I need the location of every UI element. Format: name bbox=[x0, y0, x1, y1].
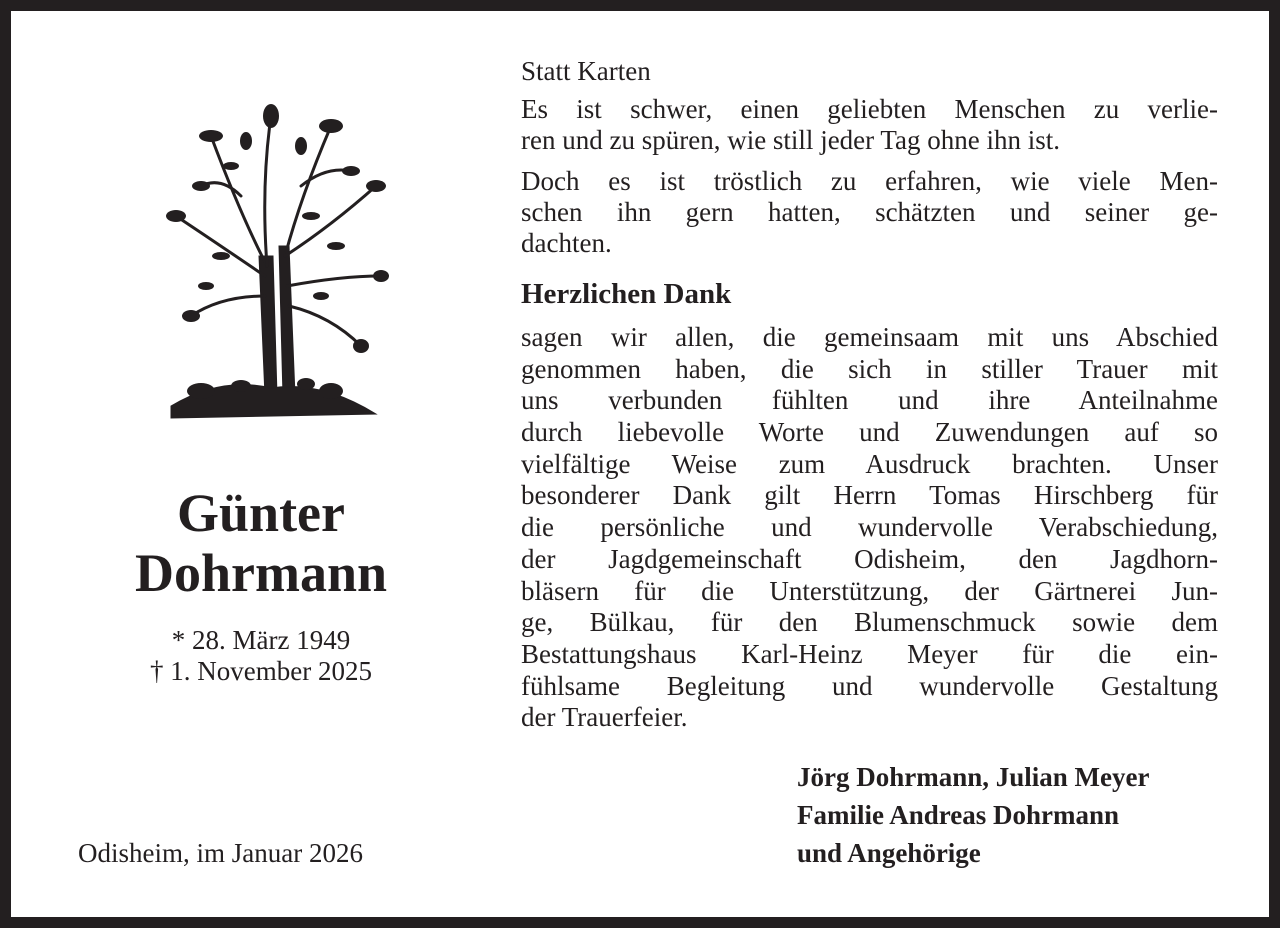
thanks-heading: Herzlichen Dank bbox=[521, 278, 732, 310]
intro-text: Statt Karten bbox=[521, 56, 651, 86]
birth-date: * 28. März 1949 bbox=[171, 625, 351, 655]
text-line: genommen haben, die sich in stiller Trauer mit bbox=[521, 353, 1218, 384]
tree-icon bbox=[161, 96, 391, 421]
text-line: dachten. bbox=[521, 228, 612, 258]
text-line: uns verbunden fühlten und ihre Anteilnahme bbox=[521, 385, 1218, 416]
text-line: fühlsame Begleitung und wundervolle Gestaltung bbox=[521, 670, 1218, 701]
text-line: bläsern für die Unterstützung, der Gärtnerei Jun- bbox=[521, 575, 1218, 606]
text-line: der Jagdgemeinschaft Odisheim, den Jagdhorn- bbox=[521, 543, 1218, 574]
deceased-last-name: Dohrmann bbox=[134, 543, 388, 603]
text-line: sagen wir allen, die gemeinsaam mit uns Abschied bbox=[521, 322, 1218, 352]
death-date: † 1. November 2025 bbox=[150, 656, 372, 686]
paragraph-1 bbox=[521, 94, 1218, 156]
text-line: schen ihn gern hatten, schätzten und seiner ge- bbox=[521, 197, 1218, 227]
text-line: vielfältige Weise zum Ausdruck brachten. Unser bbox=[521, 448, 1218, 479]
text-line: Doch es ist tröstlich zu erfahren, wie viele Men- bbox=[521, 166, 1218, 196]
text-line: Bestattungshaus Karl-Heinz Meyer für die ein- bbox=[521, 638, 1218, 669]
signature-line: und Angehörige bbox=[797, 838, 981, 868]
signature-line: Familie Andreas Dohrmann bbox=[797, 800, 1120, 830]
place-date: Odisheim, im Januar 2026 bbox=[78, 838, 363, 868]
thanks-body bbox=[521, 322, 1218, 734]
obituary-card bbox=[11, 11, 1269, 917]
text-line: besonderer Dank gilt Herrn Tomas Hirschberg für bbox=[521, 480, 1218, 511]
paragraph-2 bbox=[521, 166, 1218, 259]
text-line: Es ist schwer, einen geliebten Menschen zu verlie- bbox=[521, 94, 1218, 124]
text-line: ren und zu spüren, wie still jeder Tag ohne ihn ist. bbox=[521, 125, 1060, 155]
text-line: die persönliche und wundervolle Verabschiedung, bbox=[521, 512, 1218, 543]
text-line: durch liebevolle Worte und Zuwendungen auf so bbox=[521, 417, 1218, 448]
text-line: der Trauerfeier. bbox=[521, 702, 688, 733]
signature-line: Jörg Dohrmann, Julian Meyer bbox=[797, 762, 1150, 792]
text-line: ge, Bülkau, für den Blumenschmuck sowie dem bbox=[521, 607, 1218, 638]
deceased-first-name: Günter bbox=[177, 483, 345, 543]
